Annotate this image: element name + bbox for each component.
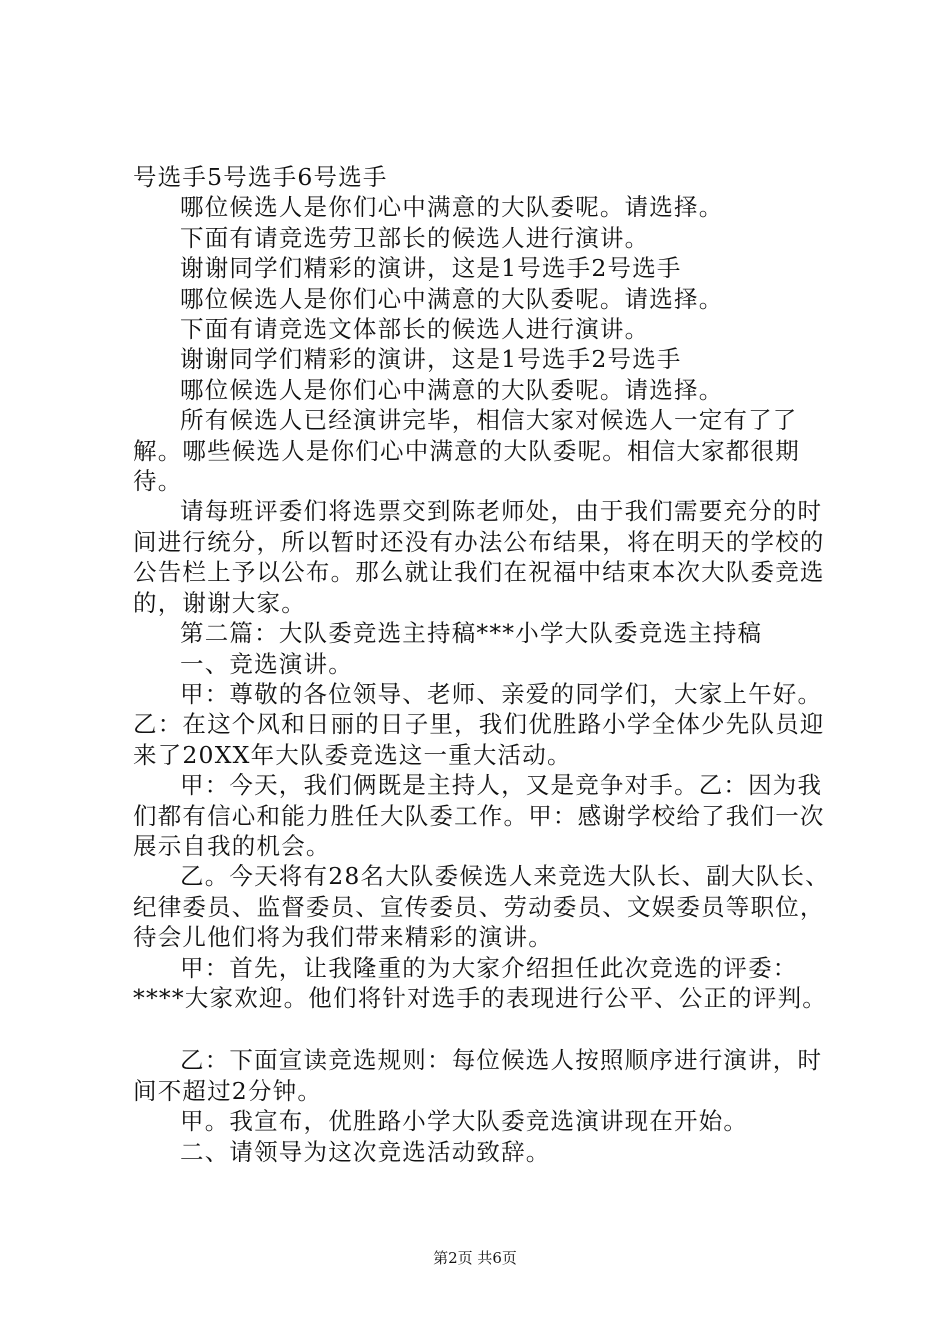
paragraph: 下面有请竞选文体部长的候选人进行演讲。 <box>180 315 650 344</box>
document-body <box>133 162 833 1167</box>
paragraph: 甲。我宣布，优胜路小学大队委竞选演讲现在开始。 <box>180 1107 749 1136</box>
paragraph: 甲：尊敬的各位领导、老师、亲爱的同学们，大家上午好。乙：在这个风和日丽的日子里，我们优胜路小学全体少先队员迎来了20XX年大队委竞选这一重大活动。 <box>133 679 825 769</box>
paragraph: 乙。今天将有28名大队委候选人来竞选大队长、副大队长、纪律委员、监督委员、宣传委员、劳动委员、文娱委员等职位，待会儿他们将为我们带来精彩的演讲。 <box>133 862 830 952</box>
paragraph: 二、请领导为这次竞选活动致辞。 <box>180 1137 551 1166</box>
paragraph: 所有候选人已经演讲完毕，相信大家对候选人一定有了了解。哪些候选人是你们心中满意的大队委呢。相信大家都很期待。 <box>133 406 800 496</box>
paragraph: 一、竞选演讲。 <box>180 649 353 678</box>
section-heading: 第二篇：大队委竞选主持稿***小学大队委竞选主持稿 <box>180 619 763 648</box>
paragraph: 号选手5号选手6号选手 <box>133 163 388 191</box>
paragraph: 哪位候选人是你们心中满意的大队委呢。请选择。 <box>180 375 724 404</box>
paragraph: 哪位候选人是你们心中满意的大队委呢。请选择。 <box>180 284 724 313</box>
paragraph: 谢谢同学们精彩的演讲，这是1号选手2号选手 <box>180 345 682 374</box>
paragraph: 乙：下面宣读竞选规则：每位候选人按照顺序进行演讲，时间不超过2分钟。 <box>133 1046 823 1105</box>
paragraph: 哪位候选人是你们心中满意的大队委呢。请选择。 <box>180 193 724 222</box>
paragraph: 请每班评委们将选票交到陈老师处，由于我们需要充分的时间进行统分，所以暂时还没有办法公布结果，将在明天的学校的公告栏上予以公布。那么就让我们在祝福中结束本次大队委竞选的，谢谢大家。 <box>133 497 825 617</box>
paragraph: 甲：今天，我们俩既是主持人，又是竞争对手。乙：因为我们都有信心和能力胜任大队委工作。甲：感谢学校给了我们一次展示自我的机会。 <box>133 771 825 860</box>
paragraph: 甲：首先，让我隆重的为大家介绍担任此次竞选的评委：****大家欢迎。他们将针对选手的表现进行公平、公正的评判。 <box>133 953 827 1012</box>
page-number-footer: 第2页 共6页 <box>433 1249 517 1267</box>
paragraph: 下面有请竞选劳卫部长的候选人进行演讲。 <box>180 223 650 252</box>
paragraph: 谢谢同学们精彩的演讲，这是1号选手2号选手 <box>180 254 682 283</box>
